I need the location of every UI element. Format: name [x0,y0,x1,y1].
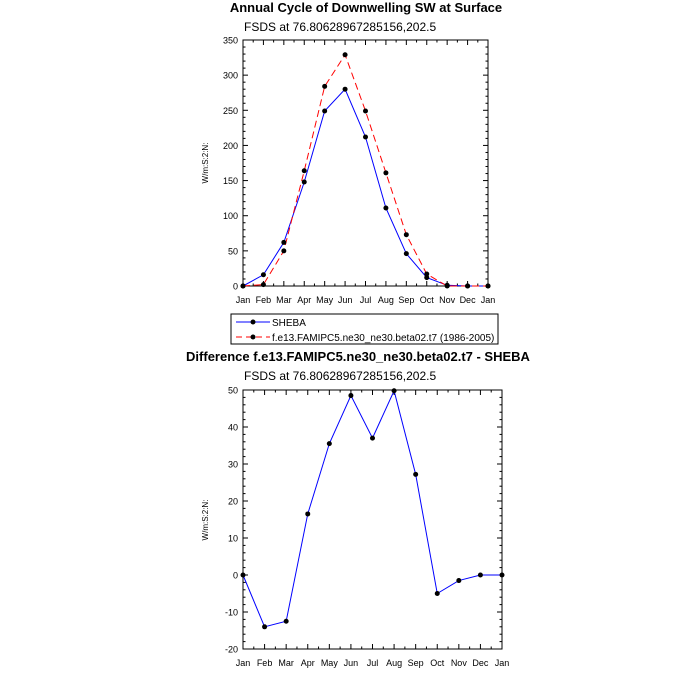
legend-label-sheba: SHEBA [272,318,306,329]
chart2-ytick-label: -20 [224,644,238,655]
chart1-series-1-point [445,284,450,289]
chart1-xtick-label: Sep [398,295,415,305]
chart2-ytick-label: 50 [227,385,238,396]
chart1-series-0-point [261,272,266,277]
chart1-series-line-1 [243,55,488,286]
chart2-ylabel: W/m:S:2:N: [201,499,210,541]
chart1-series-0-point [281,240,286,245]
chart1-series-1-point [465,284,470,289]
chart2-plot-frame [243,390,502,649]
chart1-xtick-label: Jun [337,295,353,305]
chart1-title: Annual Cycle of Downwelling SW at Surface [229,0,503,15]
chart1-series-0-point [302,179,307,184]
chart2-xtick-label: Mar [278,658,294,668]
chart1-subtitle: FSDS at 76.80628967285156,202.5 [244,20,437,34]
chart1-xtick-label: May [316,295,334,305]
chart2-subtitle: FSDS at 76.80628967285156,202.5 [244,369,437,383]
chart1-series-1-point [343,52,348,57]
chart1-ytick-label: 250 [222,105,238,116]
chart1-ytick-label: 100 [222,211,238,222]
chart2-ytick-label: 20 [227,496,238,507]
chart1-series-1-point [281,248,286,253]
chart1-ytick-label: 300 [222,70,238,81]
chart1-xtick-label: Apr [297,295,312,305]
chart1-series-1-point [486,284,491,289]
legend-label-model: f.e13.FAMIPC5.ne30_ne30.beta02.t7 (1986-2005) [272,333,495,344]
chart2-series-0-point [413,472,418,477]
chart1-series-1-point [241,284,246,289]
chart1-xtick-label: Mar [276,295,292,305]
chart2-series-0-point [370,436,375,441]
chart1-ytick-label: 350 [222,35,238,46]
chart1-series-1-point [424,272,429,277]
chart2-series-0-point [305,511,310,516]
chart2-series-0-point [392,388,397,393]
chart1-xtick-label: Jan [480,295,496,305]
chart1-xtick-label: Jul [359,295,372,305]
chart1-ytick-label: 150 [222,176,238,187]
chart2-title: Difference f.e13.FAMIPC5.ne30_ne30.beta02.t7 - SHEBA [186,349,530,364]
chart2-xtick-label: Dec [472,658,489,668]
legend-marker-model [251,335,256,340]
chart2-series-0-point [241,573,246,578]
chart1-legend [231,314,498,344]
chart2-series-line-0 [243,391,502,627]
chart1-series-0-point [363,134,368,139]
chart2-xtick-label: Nov [450,658,467,668]
chart1-axis-ticks [223,36,495,306]
chart1-ytick-label: 0 [232,281,238,292]
chart1-series-1-point [363,108,368,113]
chart2-xtick-label: Oct [430,658,445,668]
chart1-series-0-point [383,205,388,210]
chart2-xtick-label: Sep [407,658,424,668]
chart1-series-1-point [302,168,307,173]
chart1-series-line-0 [243,89,488,286]
chart1-ytick-label: 50 [227,246,238,257]
chart1-series-0-point [404,251,409,256]
chart2-xtick-label: Jul [366,658,379,668]
chart2-series [241,388,505,629]
chart1-xtick-label: Feb [255,295,272,305]
chart2-ytick-label: 10 [227,533,238,544]
chart2-ytick-label: -10 [224,607,238,618]
chart1-series-1-point [404,232,409,237]
chart2-series-0-point [262,624,267,629]
chart1-series-1-point [261,282,266,287]
chart2-ytick-label: 40 [227,422,238,433]
chart2-series-0-point [500,573,505,578]
chart1-xtick-label: Dec [459,295,476,305]
chart2-series-0-point [478,573,483,578]
chart2-series-0-point [348,393,353,398]
chart2-xtick-label: Jan [494,658,510,668]
chart2-series-0-point [456,578,461,583]
chart1-series-1-point [383,170,388,175]
chart2-xtick-label: Apr [300,658,315,668]
chart1-series-0-point [322,108,327,113]
chart1-xtick-label: Aug [377,295,394,305]
chart1-xtick-label: Oct [419,295,434,305]
chart1-series [241,52,491,288]
chart2-xtick-label: Aug [386,658,403,668]
chart2-xtick-label: May [320,658,338,668]
chart1-series-1-point [322,84,327,89]
chart2-xtick-label: Feb [256,658,273,668]
chart2-series-0-point [435,591,440,596]
chart2-ytick-label: 0 [232,570,238,581]
chart1-xtick-label: Nov [439,295,456,305]
chart2-series-0-point [284,619,289,624]
chart2-xtick-label: Jun [343,658,359,668]
chart2-ytick-label: 30 [227,459,238,470]
chart1-ytick-label: 200 [222,140,238,151]
chart1-ylabel: W/m:S:2:N: [201,142,210,184]
chart2-series-0-point [327,441,332,446]
chart2-xtick-label: Jan [235,658,251,668]
chart1-xtick-label: Jan [235,295,251,305]
legend-marker-sheba [251,320,256,325]
chart1-series-0-point [343,87,348,92]
